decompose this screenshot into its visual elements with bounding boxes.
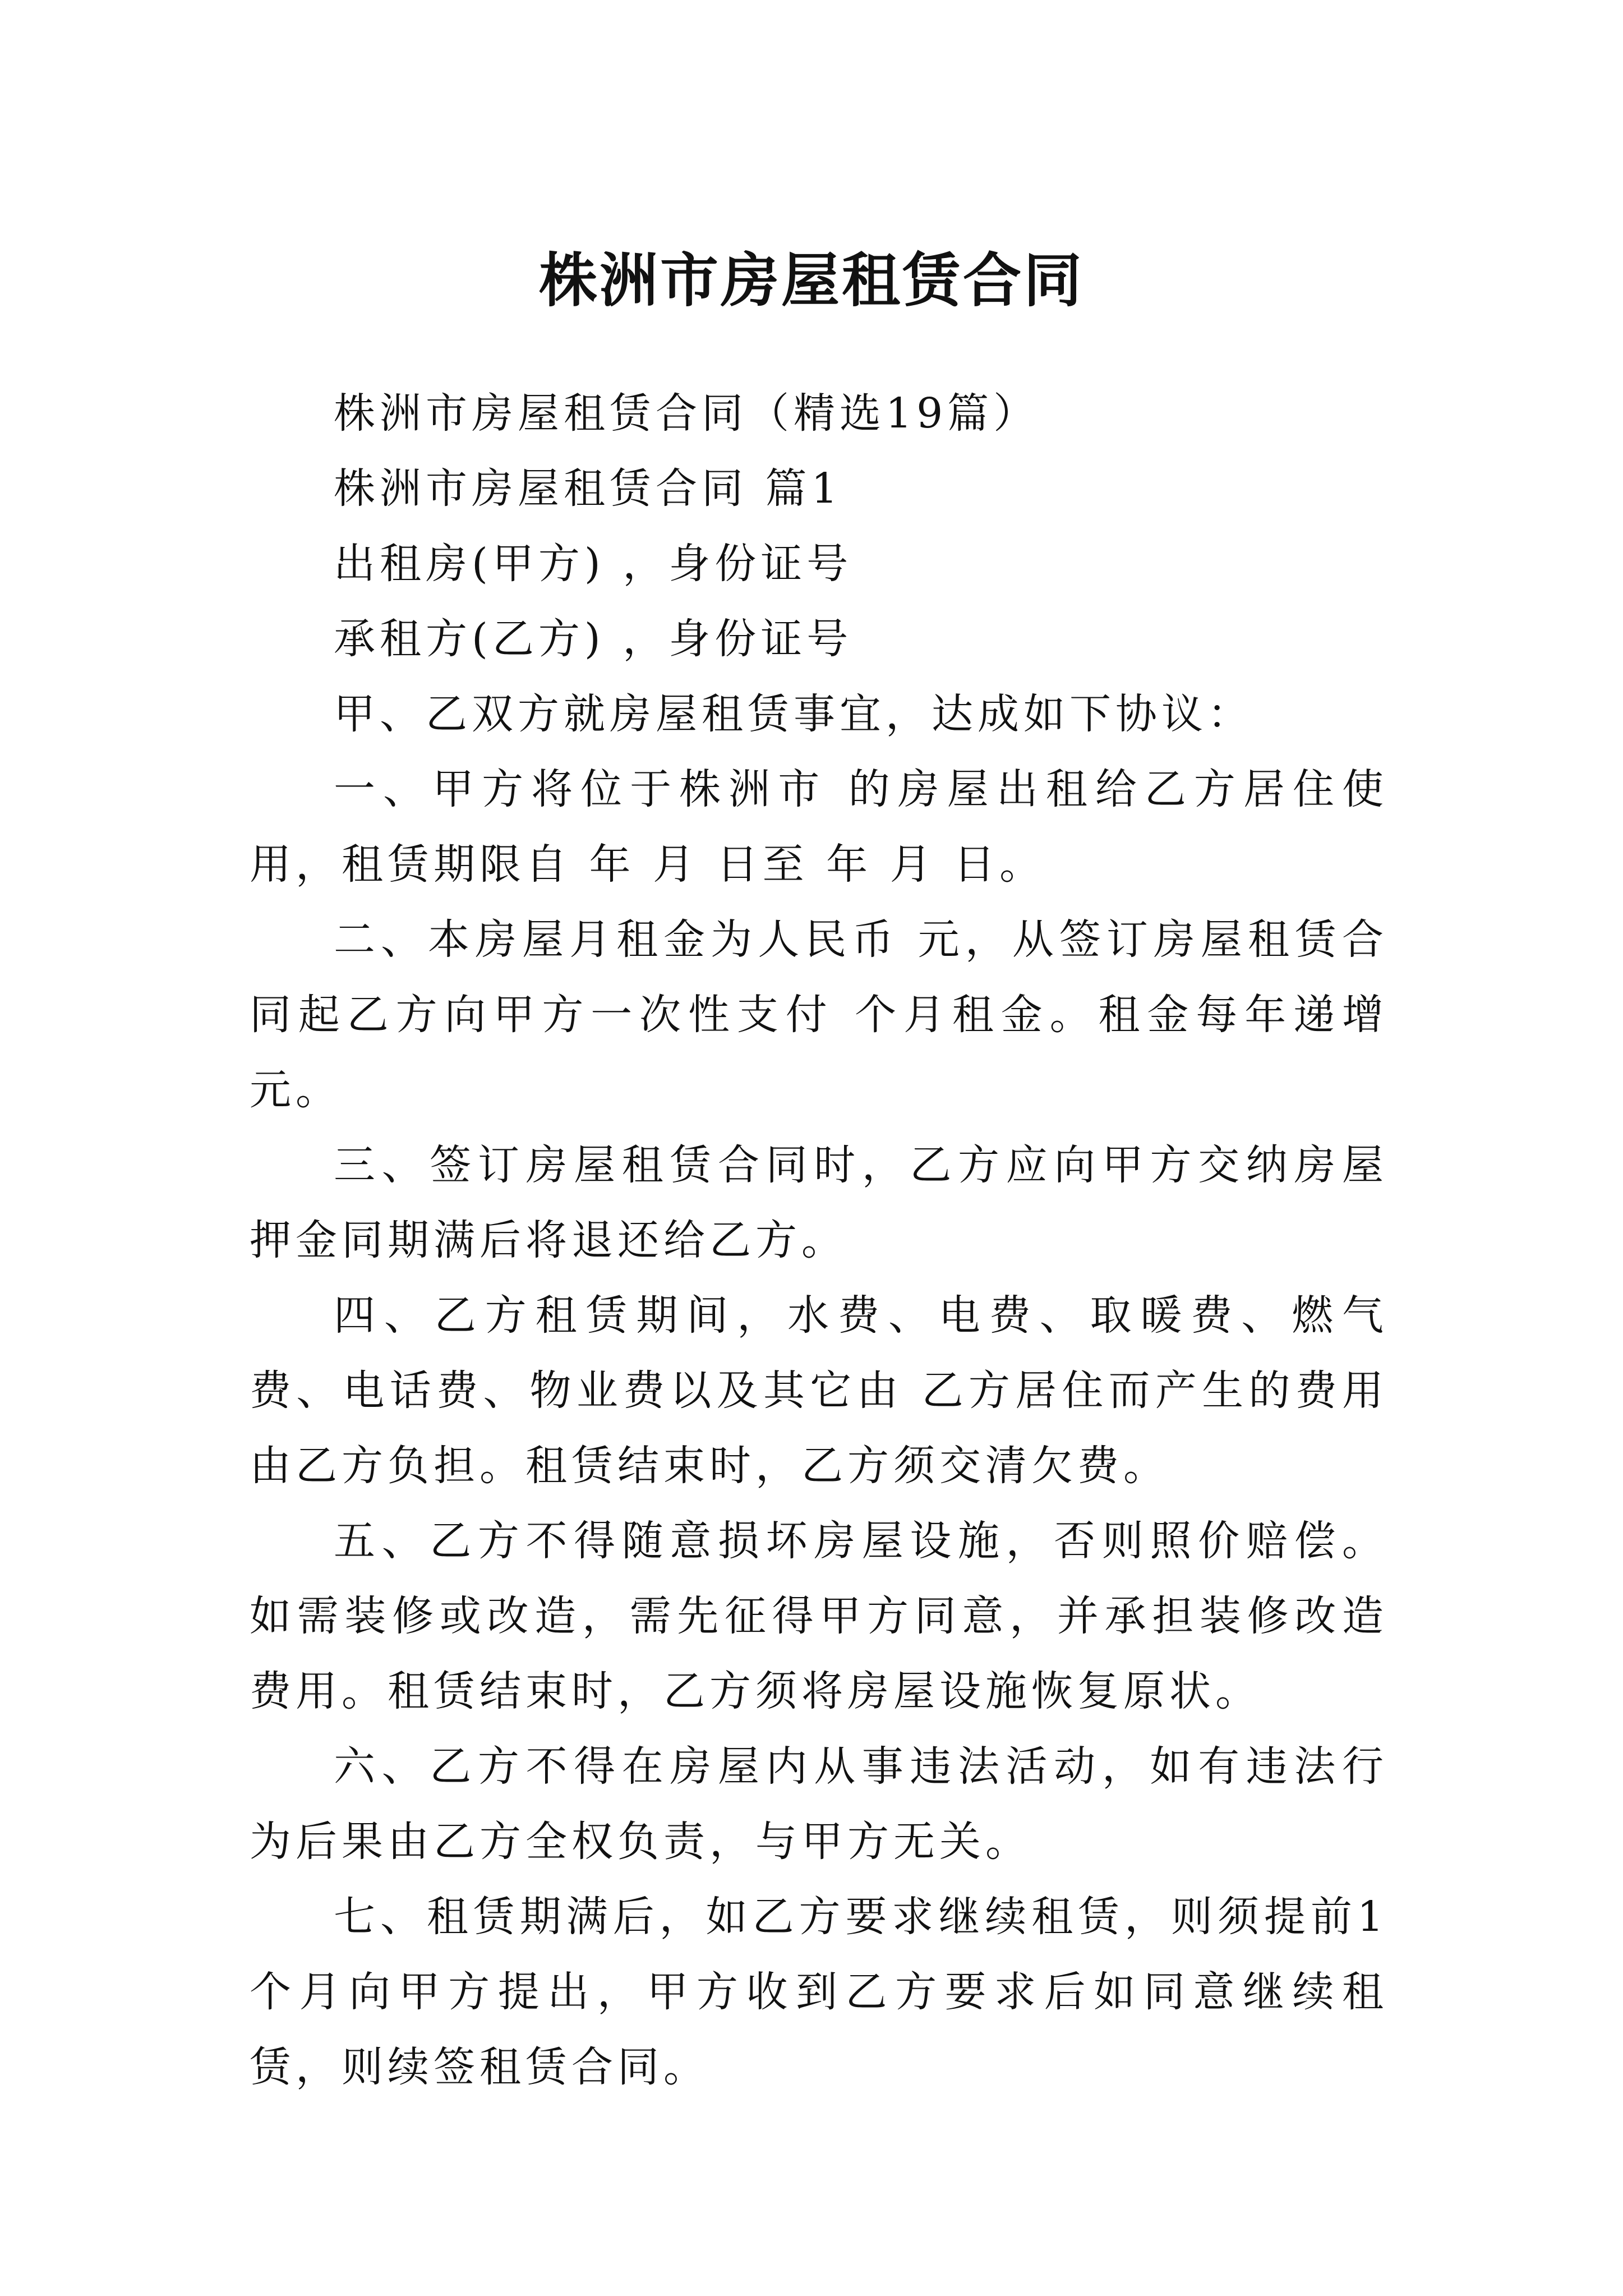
paragraph-clause-2: 二、本房屋月租金为人民币 元，从签订房屋租赁合同起乙方向甲方一次性支付 个月租金。租金每年递增 元。 — [250, 915, 1388, 1114]
paragraph-clause-3: 三、签订房屋租赁合同时，乙方应向甲方交纳房屋押金同期满后将退还给乙方。 — [250, 1141, 1388, 1264]
paragraph-subtitle: 株洲市房屋租赁合同（精选19篇） — [334, 389, 1040, 438]
paragraph-lessee: 承租方(乙方) ，身份证号 — [334, 615, 853, 663]
paragraph-agreement-intro: 甲、乙双方就房屋租赁事宜，达成如下协议： — [334, 690, 1253, 738]
paragraph-clause-7: 七、租赁期满后，如乙方要求继续租赁，则须提前1个月向甲方提出，甲方收到乙方要求后如同意继续租赁，则续签租赁合同。 — [250, 1893, 1388, 2091]
document-body — [250, 376, 1388, 2105]
paragraph-section-heading: 株洲市房屋租赁合同 篇1 — [334, 464, 842, 513]
paragraph-clause-4: 四、乙方租赁期间，水费、电费、取暖费、燃气费、电话费、物业费以及其它由 乙方居住而产生的费用由乙方负担。租赁结束时，乙方须交清欠费。 — [250, 1291, 1388, 1490]
paragraph-lessor: 出租房(甲方) ，身份证号 — [334, 540, 853, 588]
paragraph-clause-1: 一、甲方将位于株洲市 的房屋出租给乙方居住使用，租赁期限自 年 月 日至 年 月 日。 — [250, 765, 1388, 889]
document-title: 株洲市房屋租赁合同 — [538, 246, 1084, 315]
paragraph-clause-5: 五、乙方不得随意损坏房屋设施，否则照价赔偿。如需装修或改造，需先征得甲方同意，并承担装修改造费用。租赁结束时，乙方须将房屋设施恢复原状。 — [250, 1517, 1388, 1715]
paragraph-clause-6: 六、乙方不得在房屋内从事违法活动，如有违法行为后果由乙方全权负责，与甲方无关。 — [250, 1742, 1388, 1866]
